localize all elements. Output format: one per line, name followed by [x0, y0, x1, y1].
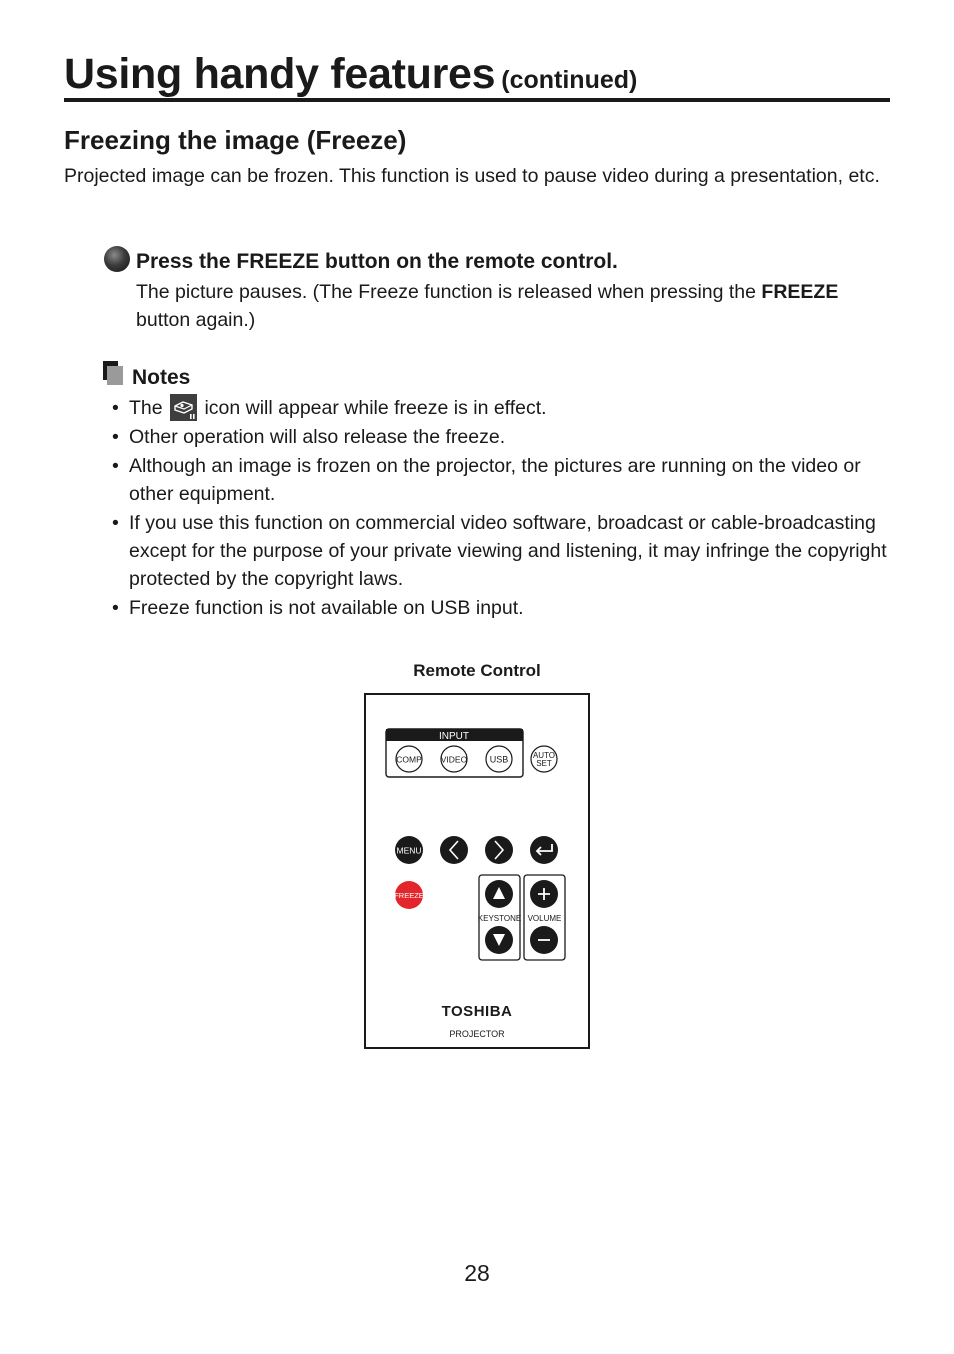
step-body-text-end: button again.) [136, 309, 256, 331]
input-label: INPUT [439, 731, 469, 742]
remote-control-diagram [364, 693, 590, 1049]
list-item: • Freeze function is not available on USB input. [112, 594, 888, 622]
brand-model: PROJECTOR [449, 1029, 505, 1039]
list-item: • Although an image is frozen on the projector, the pictures are running on the video or other equipment. [112, 452, 888, 508]
list-item: • Other operation will also release the freeze. [112, 423, 888, 451]
video-label: VIDEO [440, 754, 468, 765]
remote-caption: Remote Control [413, 661, 541, 680]
notes-list [112, 394, 888, 623]
video-button[interactable] [441, 746, 468, 772]
step-body-text: The picture pauses. (The Freeze function is released when pressing the [136, 281, 762, 303]
comp-button[interactable] [396, 746, 422, 772]
note-text: The [129, 397, 163, 419]
auto-set-button[interactable] [531, 746, 557, 772]
step-title: Press the FREEZE button on the remote control. [136, 250, 618, 273]
note-text: icon will appear while freeze is in effect. [204, 397, 547, 419]
notes-title: Notes [132, 366, 191, 389]
keystone-up-button[interactable] [485, 880, 513, 908]
title-rule [64, 98, 890, 102]
right-button[interactable] [485, 836, 513, 864]
volume-down-button[interactable] [530, 926, 558, 954]
enter-button[interactable] [530, 836, 558, 864]
page-number: 28 [464, 1260, 490, 1286]
notes-icon [103, 361, 123, 385]
title-continued: (continued) [501, 66, 638, 94]
volume-label: VOLUME [527, 914, 562, 923]
freeze-status-icon [170, 394, 197, 421]
comp-label: COMP [396, 754, 422, 765]
left-button[interactable] [440, 836, 468, 864]
step-bullet-icon [104, 246, 130, 272]
step-body [136, 278, 886, 334]
section-intro: Projected image can be frozen. This function is used to pause video during a presentation, etc. [64, 165, 880, 187]
auto-label: AUTO [532, 751, 556, 760]
usb-button[interactable] [486, 746, 512, 772]
keystone-down-button[interactable] [485, 926, 513, 954]
volume-up-button[interactable] [530, 880, 558, 908]
usb-label: USB [489, 754, 509, 765]
menu-button[interactable] [395, 836, 423, 864]
freeze-button[interactable] [394, 881, 424, 909]
section-heading: Freezing the image (Freeze) [64, 125, 407, 155]
keystone-label: KEYSTONE [477, 914, 522, 923]
step-body-bold: FREEZE [761, 281, 839, 303]
list-item: • If you use this function on commercial video software, broadcast or cable-broadcasting except for the purpose of your private viewing and listening, it may infringe the copyright protected by the copyright laws. [112, 509, 888, 593]
menu-label: MENU [396, 845, 422, 856]
title-text: Using handy features [64, 50, 496, 98]
freeze-label: FREEZE [394, 891, 424, 900]
set-label: SET [536, 759, 552, 768]
brand-logo: TOSHIBA [441, 1003, 513, 1020]
list-item [112, 394, 888, 422]
